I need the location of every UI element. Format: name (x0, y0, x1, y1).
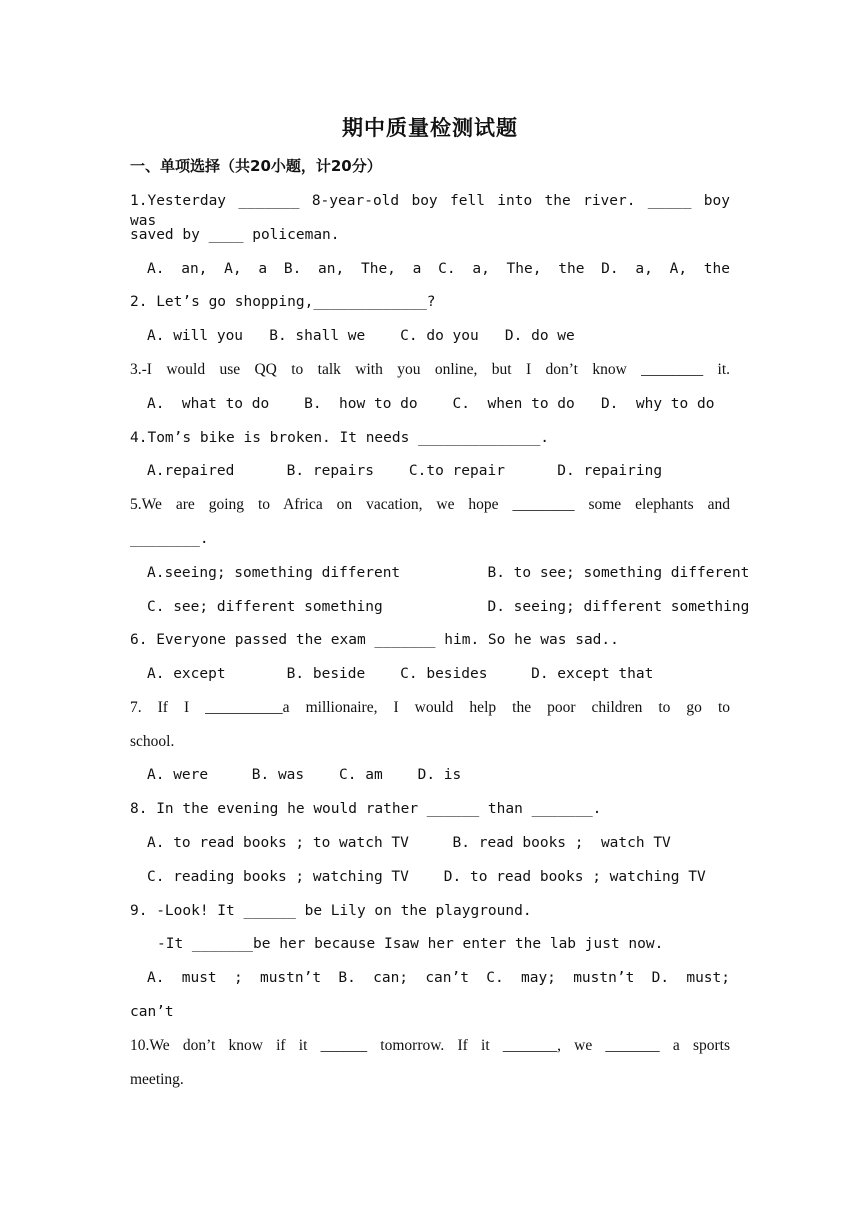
question-6-options: A. except B. beside C. besides D. except that (147, 666, 654, 682)
question-9-options: A. must ; mustn’t B. can; can’t C. may; mustn’t D. must; (147, 970, 730, 986)
question-10-line-1: 10.We don’t know if it ______ tomorrow. If it _______, we _______ a sports (130, 1037, 730, 1054)
question-7-line-1: 7. If I __________a millionaire, I would help the poor children to go to (130, 699, 730, 716)
question-4: 4.Tom’s bike is broken. It needs ______________. (130, 430, 550, 446)
question-9-options-wrap: can’t (130, 1004, 174, 1020)
question-10-line-2: meeting. (130, 1071, 184, 1088)
question-5-line-1: 5.We are going to Africa on vacation, we hope ________ some elephants and (130, 496, 730, 513)
question-5-options-row-1: A.seeing; something different B. to see; something different (147, 565, 750, 581)
question-3-options: A. what to do B. how to do C. when to do D. why to do (147, 396, 715, 412)
question-6: 6. Everyone passed the exam _______ him. So he was sad.. (130, 632, 619, 648)
question-8: 8. In the evening he would rather ______ than _______. (130, 801, 602, 817)
question-5-options-row-2: C. see; different something D. seeing; different something (147, 599, 750, 615)
question-2-options: A. will you B. shall we C. do you D. do we (147, 328, 575, 344)
question-1-options: A. an, A, a B. an, The, a C. a, The, the D. a, A, the (147, 261, 730, 277)
question-3: 3.-I would use QQ to talk with you online, but I don’t know ________ it. (130, 361, 730, 378)
question-1-line-2: saved by ____ policeman. (130, 227, 340, 243)
page-title: 期中质量检测试题 (342, 116, 518, 140)
section-heading: 一、单项选择（共20小题，计20分） (130, 157, 382, 175)
question-8-options-row-2: C. reading books ; watching TV D. to read books ; watching TV (147, 869, 706, 885)
question-5-line-2: ________. (130, 531, 209, 547)
question-9-line-2: -It _______be her because Isaw her enter the lab just now. (157, 936, 664, 952)
question-7-options: A. were B. was C. am D. is (147, 767, 462, 783)
question-1-line-1: 1.Yesterday _______ 8-year-old boy fell into the river. _____ boy was (130, 193, 730, 229)
question-7-line-2: school. (130, 733, 175, 750)
question-9-line-1: 9. -Look! It ______ be Lily on the playground. (130, 903, 532, 919)
question-8-options-row-1: A. to read books ; to watch TV B. read books ; watch TV (147, 835, 671, 851)
question-4-options: A.repaired B. repairs C.to repair D. repairing (147, 463, 663, 479)
question-2: 2. Let’s go shopping,_____________? (130, 294, 436, 310)
